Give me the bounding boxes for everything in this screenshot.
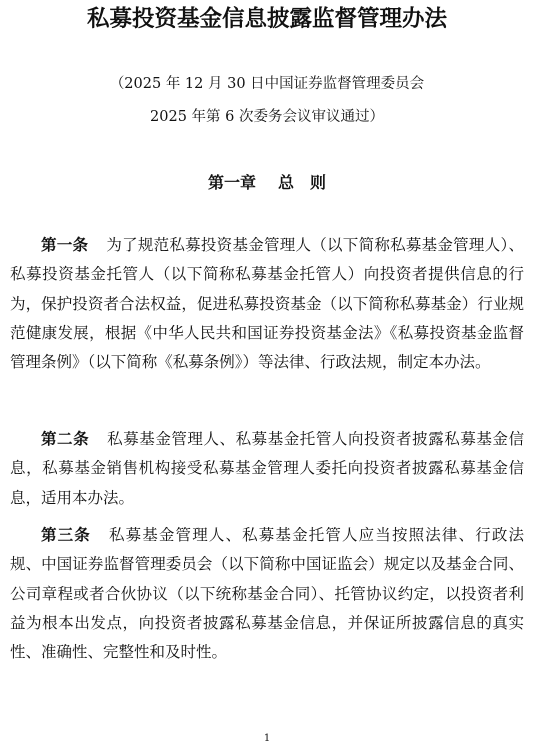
adoption-note-line-1: （2025 年 12 月 30 日中国证券监督管理委员会 bbox=[109, 76, 425, 92]
chapter-heading bbox=[0, 172, 534, 194]
article-3 bbox=[10, 520, 524, 667]
page-number: 1 bbox=[263, 733, 271, 744]
document-title: 私募投资基金信息披露监督管理办法 bbox=[86, 6, 447, 32]
chapter-name: 总 则 bbox=[278, 173, 327, 192]
article-3-label: 第三条 bbox=[41, 525, 91, 544]
article-1-label: 第一条 bbox=[41, 235, 89, 254]
adoption-note-line-2: 2025 年第 6 次委务会议审议通过） bbox=[150, 109, 384, 125]
chapter-number: 第一章 bbox=[207, 173, 256, 192]
article-2-text: 私募基金管理人、私募基金托管人向投资者披露私募基金信息，私募基金销售机构接受私募基金管理人委托向投资者披露私募基金信息，适用本办法。 bbox=[10, 430, 524, 507]
article-2 bbox=[10, 424, 524, 513]
article-2-label: 第二条 bbox=[41, 429, 90, 448]
article-1-text: 为了规范私募投资基金管理人（以下简称私募基金管理人）、私募投资基金托管人（以下简称私募基金托管人）向投资者提供信息的行为，保护投资者合法权益，促进私募投资基金（以下简称私募基金）行业规范健康发展，根据《中华人民共和国证券投资基金法》《私募投资基金监督管理条例》（以下简称《私募条例》）等法律、行政法规，制定本办法。 bbox=[10, 236, 524, 372]
article-3-text: 私募基金管理人、私募基金托管人应当按照法律、行政法规、中国证券监督管理委员会（以下简称中国证监会）规定以及基金合同、公司章程或者合伙协议（以下统称基金合同）、托管协议约定，以投资者利益为根本出发点，向投资者披露私募基金信息，并保证所披露信息的真实性、准确性、完整性和及时性。 bbox=[10, 526, 524, 662]
article-1 bbox=[10, 230, 524, 377]
